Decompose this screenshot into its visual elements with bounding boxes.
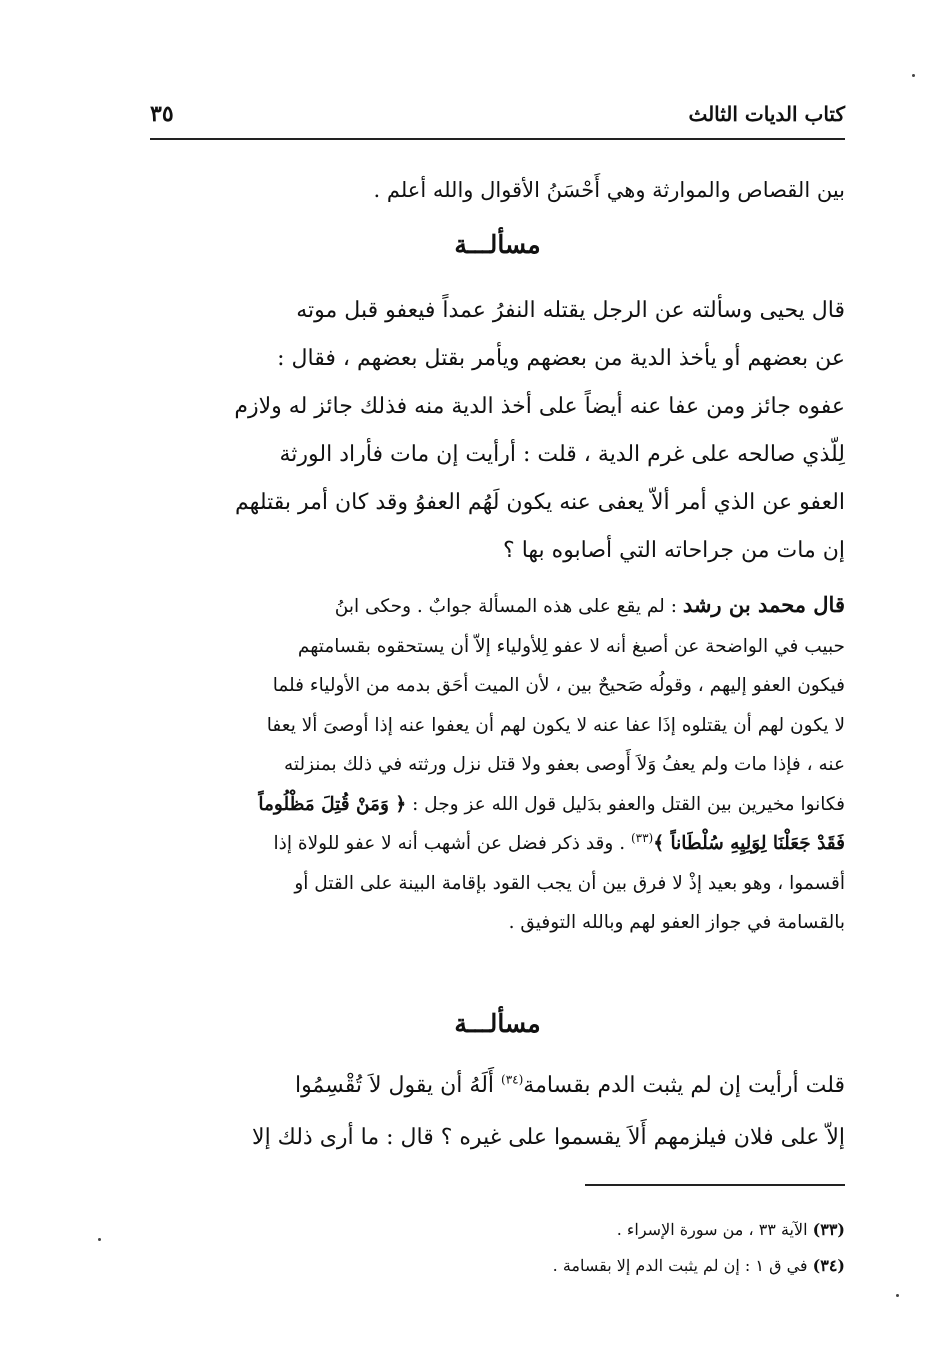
footnote-text: الآية ٣٣ ، من سورة الإسراء . (616, 1220, 813, 1239)
commentary-paragraph (150, 585, 845, 943)
question-paragraph-2 (150, 1060, 845, 1164)
footnote-marker-33: (٣٣) (630, 830, 654, 845)
question-2-text-2: أَلَهُ أن يقول لاَ تُقْسِمُوا إلاّ على فلان فيلزمهم أَلاَ يقسموا على غيره ؟ قال : ما أرى ذلك إلا (252, 1073, 845, 1150)
page-header (150, 92, 845, 136)
scan-speck (98, 1238, 101, 1241)
footnote-marker-34: (٣٤) (501, 1072, 524, 1087)
footnote-divider (585, 1184, 845, 1186)
section-heading-1: مسألـــة (454, 230, 541, 259)
commentary-text-1: : لم يقع على هذه المسألة جوابٌ . وحكى ابنُ حبيب في الواضحة عن أصبغ أنه لا عفو لِلأولياء إلاّ أن يستحقوه بقسامتهم فيكون العفو إليهم ، وقولُه صَحيحٌ بين ، لأن الميت أحَق بدمه من الأولياء فلما لا يكون لهم أن يقتلوه إذَا عفا عنه لا يكون لهم أن يعفوا عنه إذا أوصىَ ألا يعفا عنه ، فإذا مات ولم يعفُ وَلاَ أَوصى بعفو ولا قتل نزل ورثته في ذلك بمنزلته فكانوا مخيرين بين القتل والعفو بدَليل قول الله عز وجل : (266, 596, 845, 815)
scan-speck (896, 1294, 899, 1297)
scan-speck (912, 74, 915, 77)
running-title: كتاب الديات الثالث (688, 102, 845, 126)
footnote-number: (٣٤) (812, 1256, 845, 1275)
footnote-number: (٣٣) (812, 1220, 845, 1239)
commentary-speaker: قال محمد بن رشد (682, 592, 845, 617)
quran-quote: ﴿ وَمَنْ قُتِلَ مَظْلُوماً فَقَدْ جَعَلْنَا لِوَلِيِهِ سُلْطَاناً ﴾ (258, 793, 845, 854)
question-2-text-1: قلت أرأيت إن لم يثبت الدم بقسامة (523, 1073, 845, 1098)
footnotes (150, 1212, 845, 1284)
footnote-33 (150, 1212, 845, 1248)
footnote-text: في ق ١ : إن لم يثبت الدم إلا بقسامة . (552, 1256, 813, 1275)
header-divider (150, 138, 845, 140)
question-paragraph-1: قال يحيى وسألته عن الرجل يقتله النفرُ عمداً فيعفو قبل موته عن بعضهم أو يأخذ الدية من بعضهم ويأمر بقتل بعضهم ، فقال : عفوه جائز ومن عفا عنه أيضاً على أخذ الدية منه فذلك جائز له ولازم لِلّذي صالحه على غرم الدية ، قلت : أرأيت إن مات فأراد الورثة العفو عن الذي أمر ألاّ يعفى عنه يكون لَهُم العفوُ وقد كان أمر بقتلهم إن مات من جراحاته التي أصابوه بها ؟ (234, 298, 845, 563)
commentary-text-2: . وقد ذكر فضل عن أشهب أنه لا عفو للولاة إذا أقسموا ، وهو بعيد إذْ لا فرق بين أن يجب القود بإقامة البينة على القتل أو بالقسامة في جواز العفو لهم وبالله التوفيق . (273, 833, 845, 933)
page-number: ٣٥ (150, 101, 174, 127)
section-heading-2: مسألـــة (454, 1009, 541, 1038)
opening-line: بين القصاص والموارثة وهي أَحْسَنُ الأقوال والله أعلم . (373, 178, 845, 202)
footnote-34 (150, 1248, 845, 1284)
